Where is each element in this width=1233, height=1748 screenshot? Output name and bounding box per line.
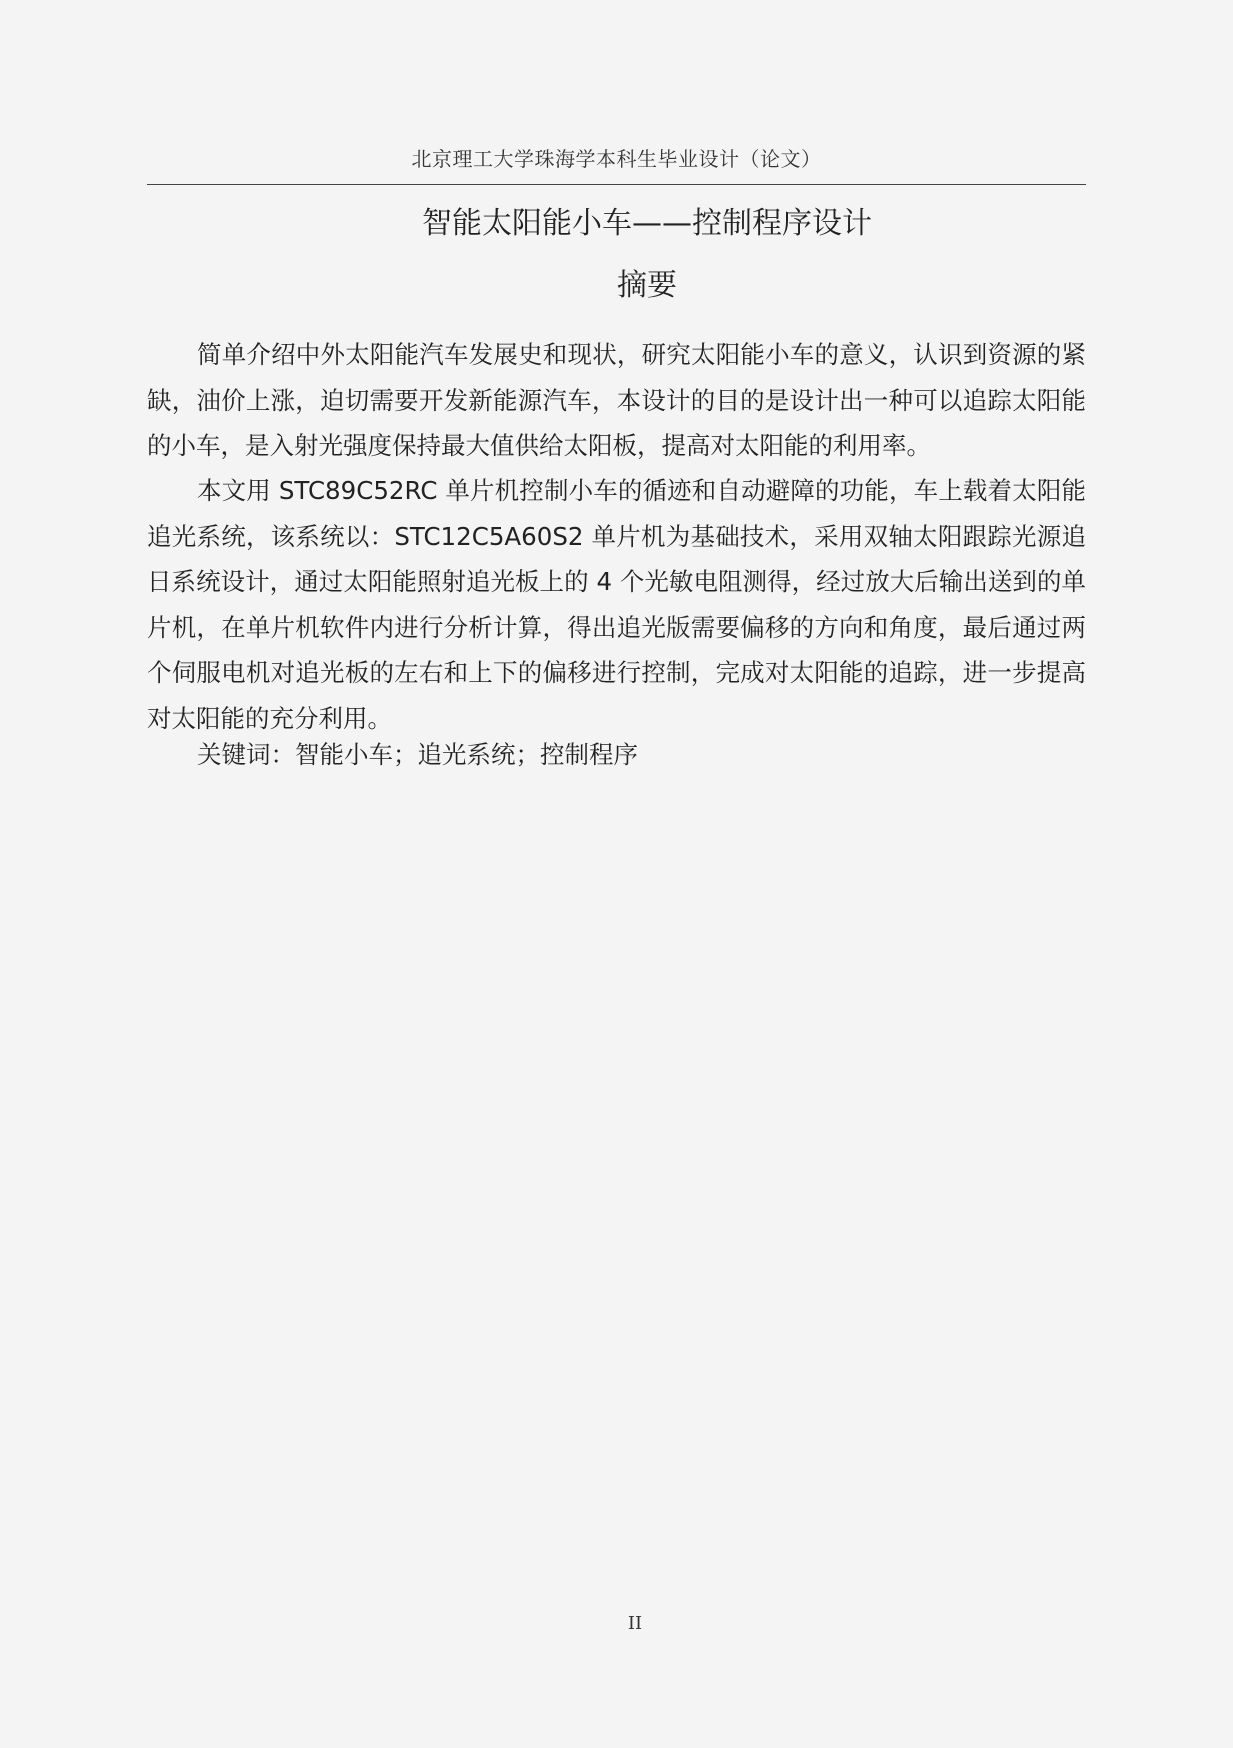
document-title: 智能太阳能小车——控制程序设计 xyxy=(422,206,872,241)
abstract-heading: 摘要 xyxy=(617,268,677,303)
keywords-line: 关键词：智能小车；追光系统；控制程序 xyxy=(197,740,638,769)
abstract-paragraph-1: 简单介绍中外太阳能汽车发展史和现状，研究太阳能小车的意义，认识到资源的紧缺，油价上涨，迫切需要开发新能源汽车，本设计的目的是设计出一种可以追踪太阳能的小车，是入射光强度保持最大值供给太阳板，提高对太阳能的利用率。 xyxy=(147,340,1086,460)
abstract-paragraph-2: 本文用 STC89C52RC 单片机控制小车的循迹和自动避障的功能，车上载着太阳能追光系统，该系统以：STC12C5A60S2 单片机为基础技术，采用双轴太阳跟踪光源追日系统设计，通过太阳能照射追光板上的 4 个光敏电阻测得，经过放大后输出送到的单片机，在单片机软件内进行分析计算，得出追光版需要偏移的方向和角度，最后通过两个伺服电机对追光板的左右和上下的偏移进行控制，完成对太阳能的追踪，进一步提高对太阳能的充分利用。 xyxy=(147,476,1086,733)
running-header: 北京理工大学珠海学本科生毕业设计（论文） xyxy=(411,147,822,171)
header-divider xyxy=(147,184,1086,185)
page-number: II xyxy=(627,1613,643,1634)
